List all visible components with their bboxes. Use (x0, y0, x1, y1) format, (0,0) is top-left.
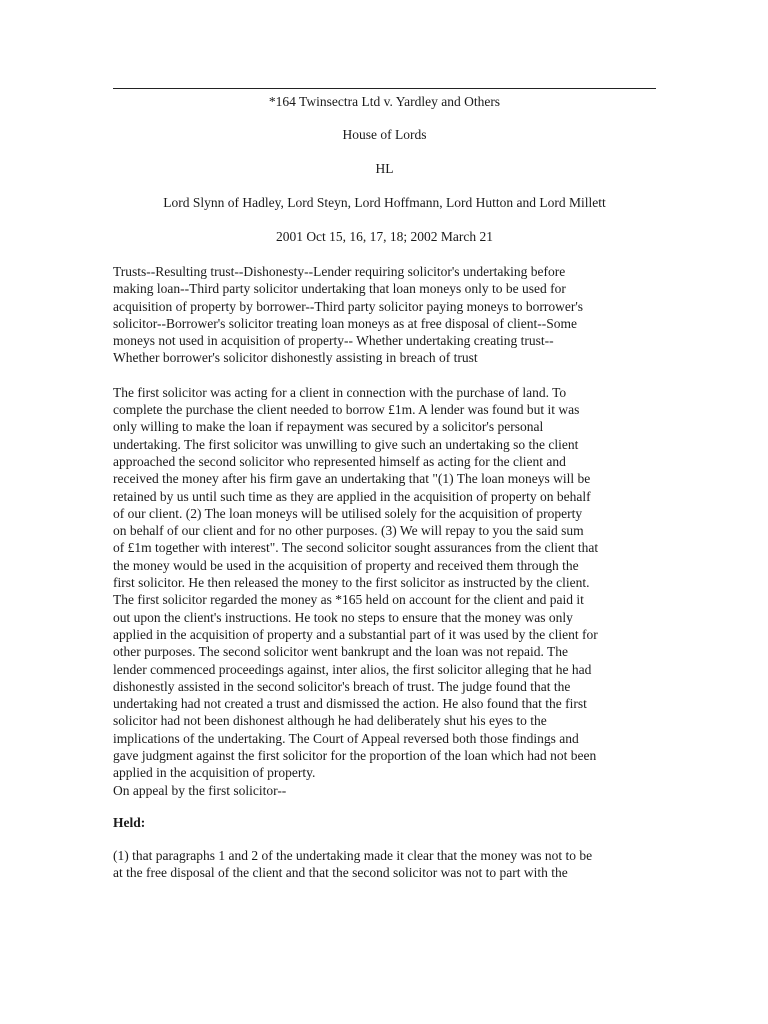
facts-line: The first solicitor regarded the money as *165 held on account for the client and paid it (113, 592, 584, 608)
facts-line: other purposes. The second solicitor went bankrupt and the loan was not repaid. The (113, 644, 569, 660)
facts-line: approached the second solicitor who represented himself as acting for the client and (113, 453, 566, 469)
court-abbreviation: HL (375, 161, 394, 176)
judges-line: Lord Slynn of Hadley, Lord Steyn, Lord Hoffmann, Lord Hutton and Lord Millett (163, 195, 606, 210)
held-heading: Held: (113, 814, 146, 830)
catchwords-line: acquisition of property by borrower--Third party solicitor paying moneys to borrower's (113, 298, 584, 314)
facts-line: undertaking. The first solicitor was unwilling to give such an undertaking so the client (113, 436, 579, 452)
facts-line: lender commenced proceedings against, inter alios, the first solicitor alleging that he had (113, 661, 592, 677)
catchwords-paragraph (113, 263, 656, 367)
facts-line: solicitor had not been dishonest although he had deliberately shut his eyes to the (113, 713, 547, 729)
facts-line: retained by us until such time as they are applied in the acquisition of property on behalf (113, 488, 591, 504)
catchwords-line: Trusts--Resulting trust--Dishonesty--Lender requiring solicitor's undertaking before (113, 264, 566, 279)
facts-line: of £1m together with interest". The second solicitor sought assurances from the client that (113, 540, 599, 556)
facts-line: complete the purchase the client needed to borrow £1m. A lender was found but it was (113, 402, 580, 418)
top-rule (113, 88, 656, 89)
facts-line: The first solicitor was acting for a client in connection with the purchase of land. To (113, 384, 567, 400)
facts-line: On appeal by the first solicitor-- (113, 782, 287, 798)
catchwords-line: Whether borrower's solicitor dishonestly assisting in breach of trust (113, 350, 478, 366)
facts-line: only willing to make the loan if repayment was secured by a solicitor's personal (113, 419, 544, 435)
facts-line: of our client. (2) The loan moneys will be utilised solely for the acquisition of property (113, 505, 583, 521)
facts-line: first solicitor. He then released the money to the first solicitor as instructed by the client. (113, 575, 590, 591)
facts-line: applied in the acquisition of property. (113, 765, 316, 781)
facts-line: out upon the client's instructions. He took no steps to ensure that the money was only (113, 609, 573, 625)
holding-line: (1) that paragraphs 1 and 2 of the undertaking made it clear that the money was not to be (113, 847, 593, 863)
facts-line: on behalf of our client and for no other purposes. (3) We will repay to you the said sum (113, 523, 584, 539)
facts-paragraph (113, 384, 656, 799)
holding-paragraph (113, 847, 656, 882)
document-page (113, 88, 656, 882)
catchwords-line: moneys not used in acquisition of property-- Whether undertaking creating trust-- (113, 333, 554, 349)
facts-line: applied in the acquisition of property and a substantial part of it was used by the client for (113, 626, 598, 642)
facts-line: undertaking had not created a trust and dismissed the action. He also found that the first (113, 696, 587, 712)
facts-line: received the money after his firm gave an undertaking that "(1) The loan moneys will be (113, 471, 591, 487)
court-name: House of Lords (342, 127, 427, 142)
facts-line: dishonestly assisted in the second solicitor's breach of trust. The judge found that the (113, 678, 571, 694)
catchwords-line: making loan--Third party solicitor undertaking that loan moneys only to be used for (113, 281, 566, 297)
case-title: *164 Twinsectra Ltd v. Yardley and Others (268, 94, 501, 109)
facts-line: the money would be used in the acquisition of property and received them through the (113, 557, 579, 573)
facts-line: implications of the undertaking. The Court of Appeal reversed both those findings and (113, 730, 579, 746)
hearing-dates: 2001 Oct 15, 16, 17, 18; 2002 March 21 (275, 229, 494, 244)
catchwords-line: solicitor--Borrower's solicitor treating loan moneys as at free disposal of client--Some (113, 315, 578, 331)
facts-line: gave judgment against the first solicitor for the proportion of the loan which had not been (113, 748, 597, 764)
holding-line: at the free disposal of the client and that the second solicitor was not to part with the (113, 865, 568, 881)
